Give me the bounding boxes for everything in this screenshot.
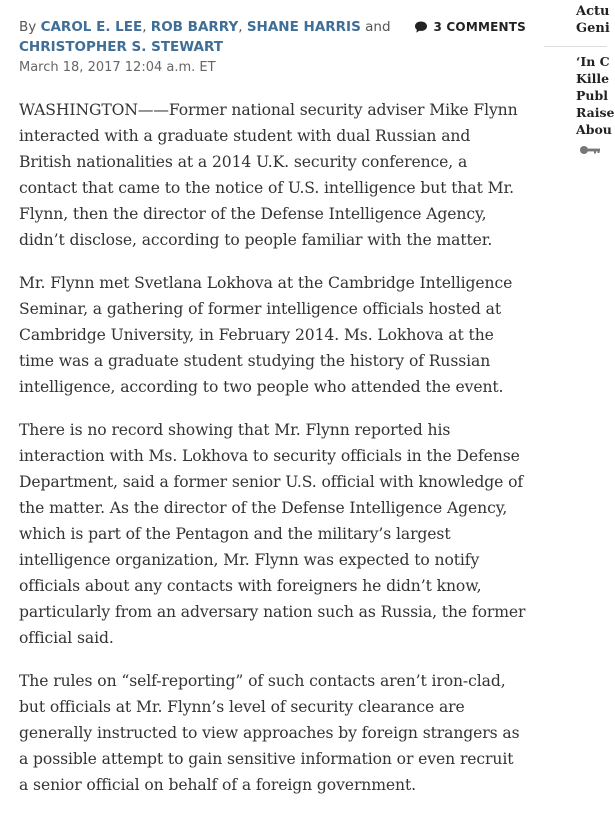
article-paragraph: WASHINGTON——Former national security adviser Mike Flynn interacted with a graduate student with dual Russian and British nationalities at a 2014 U.K. security conference, a contact that came to the notice of U.S. intelligence but that Mr. Flynn, then the director of the Defense Intelligence Agency, didn’t disclose, according to people familiar with the matter. (19, 101, 518, 249)
sidebar-headline-line: Publ (576, 88, 608, 103)
publish-date: March 18, 2017 12:04 a.m. ET (19, 60, 216, 75)
sidebar-heading-line: Actu (576, 4, 610, 19)
sidebar-headline-line: Kille (576, 71, 610, 86)
comments-count: 3 COMMENTS (433, 20, 526, 34)
sidebar-headline-line: Raise (576, 105, 615, 120)
comment-bubble-icon (414, 20, 428, 34)
article-column (19, 0, 526, 815)
author-link-4[interactable]: CHRISTOPHER S. STEWART (19, 39, 223, 55)
article-paragraph: The rules on “self-reporting” of such contacts aren’t iron-clad, but officials at Mr. Flynn’s level of security clearance are generally instructed to view approaches by foreign strangers as a possible attempt to gain sensitive information or even recruit a senior official on behalf of a foreign government. (19, 672, 520, 794)
article-paragraph: There is no record showing that Mr. Flynn reported his interaction with Ms. Lokhova to security officials in the Defense Department, said a former senior U.S. official with knowledge of the matter. As the director of the Defense Intelligence Agency, which is part of the Pentagon and the military’s largest intelligence organization, Mr. Flynn was expected to notify officials about any contacts with foreigners he didn’t know, particularly from an adversary nation such as Russia, the former official said. (19, 421, 526, 647)
key-icon (544, 140, 607, 154)
sidebar-headline-link[interactable] (544, 53, 615, 138)
byline-and: and (365, 19, 391, 35)
sidebar-heading[interactable] (544, 0, 610, 37)
article-paragraph: Mr. Flynn met Svetlana Lokhova at the Cambridge Intelligence Seminar, a gathering of former intelligence officials hosted at Cambridge University, in February 2014. Ms. Lokhova at the time was a graduate student studying the history of Russian intelligence, according to two people who attended the event. (19, 274, 513, 396)
byline-prefix: By (19, 19, 37, 35)
byline-comma-1: , (142, 19, 147, 35)
byline-row (19, 0, 526, 57)
byline (19, 17, 409, 57)
sidebar-headline-line: Abou (576, 122, 612, 137)
sidebar-divider (544, 46, 607, 47)
article-body (19, 97, 526, 798)
comments-button[interactable] (414, 17, 527, 37)
sidebar-heading-line: Geni (576, 21, 610, 36)
sidebar (544, 0, 615, 154)
sidebar-headline-line: ‘In C (576, 54, 610, 69)
author-link-3[interactable]: SHANE HARRIS (246, 19, 361, 35)
byline-comma-2: , (238, 19, 243, 35)
author-link-2[interactable]: ROB BARRY (150, 19, 239, 35)
author-link-1[interactable]: CAROL E. LEE (40, 19, 143, 35)
